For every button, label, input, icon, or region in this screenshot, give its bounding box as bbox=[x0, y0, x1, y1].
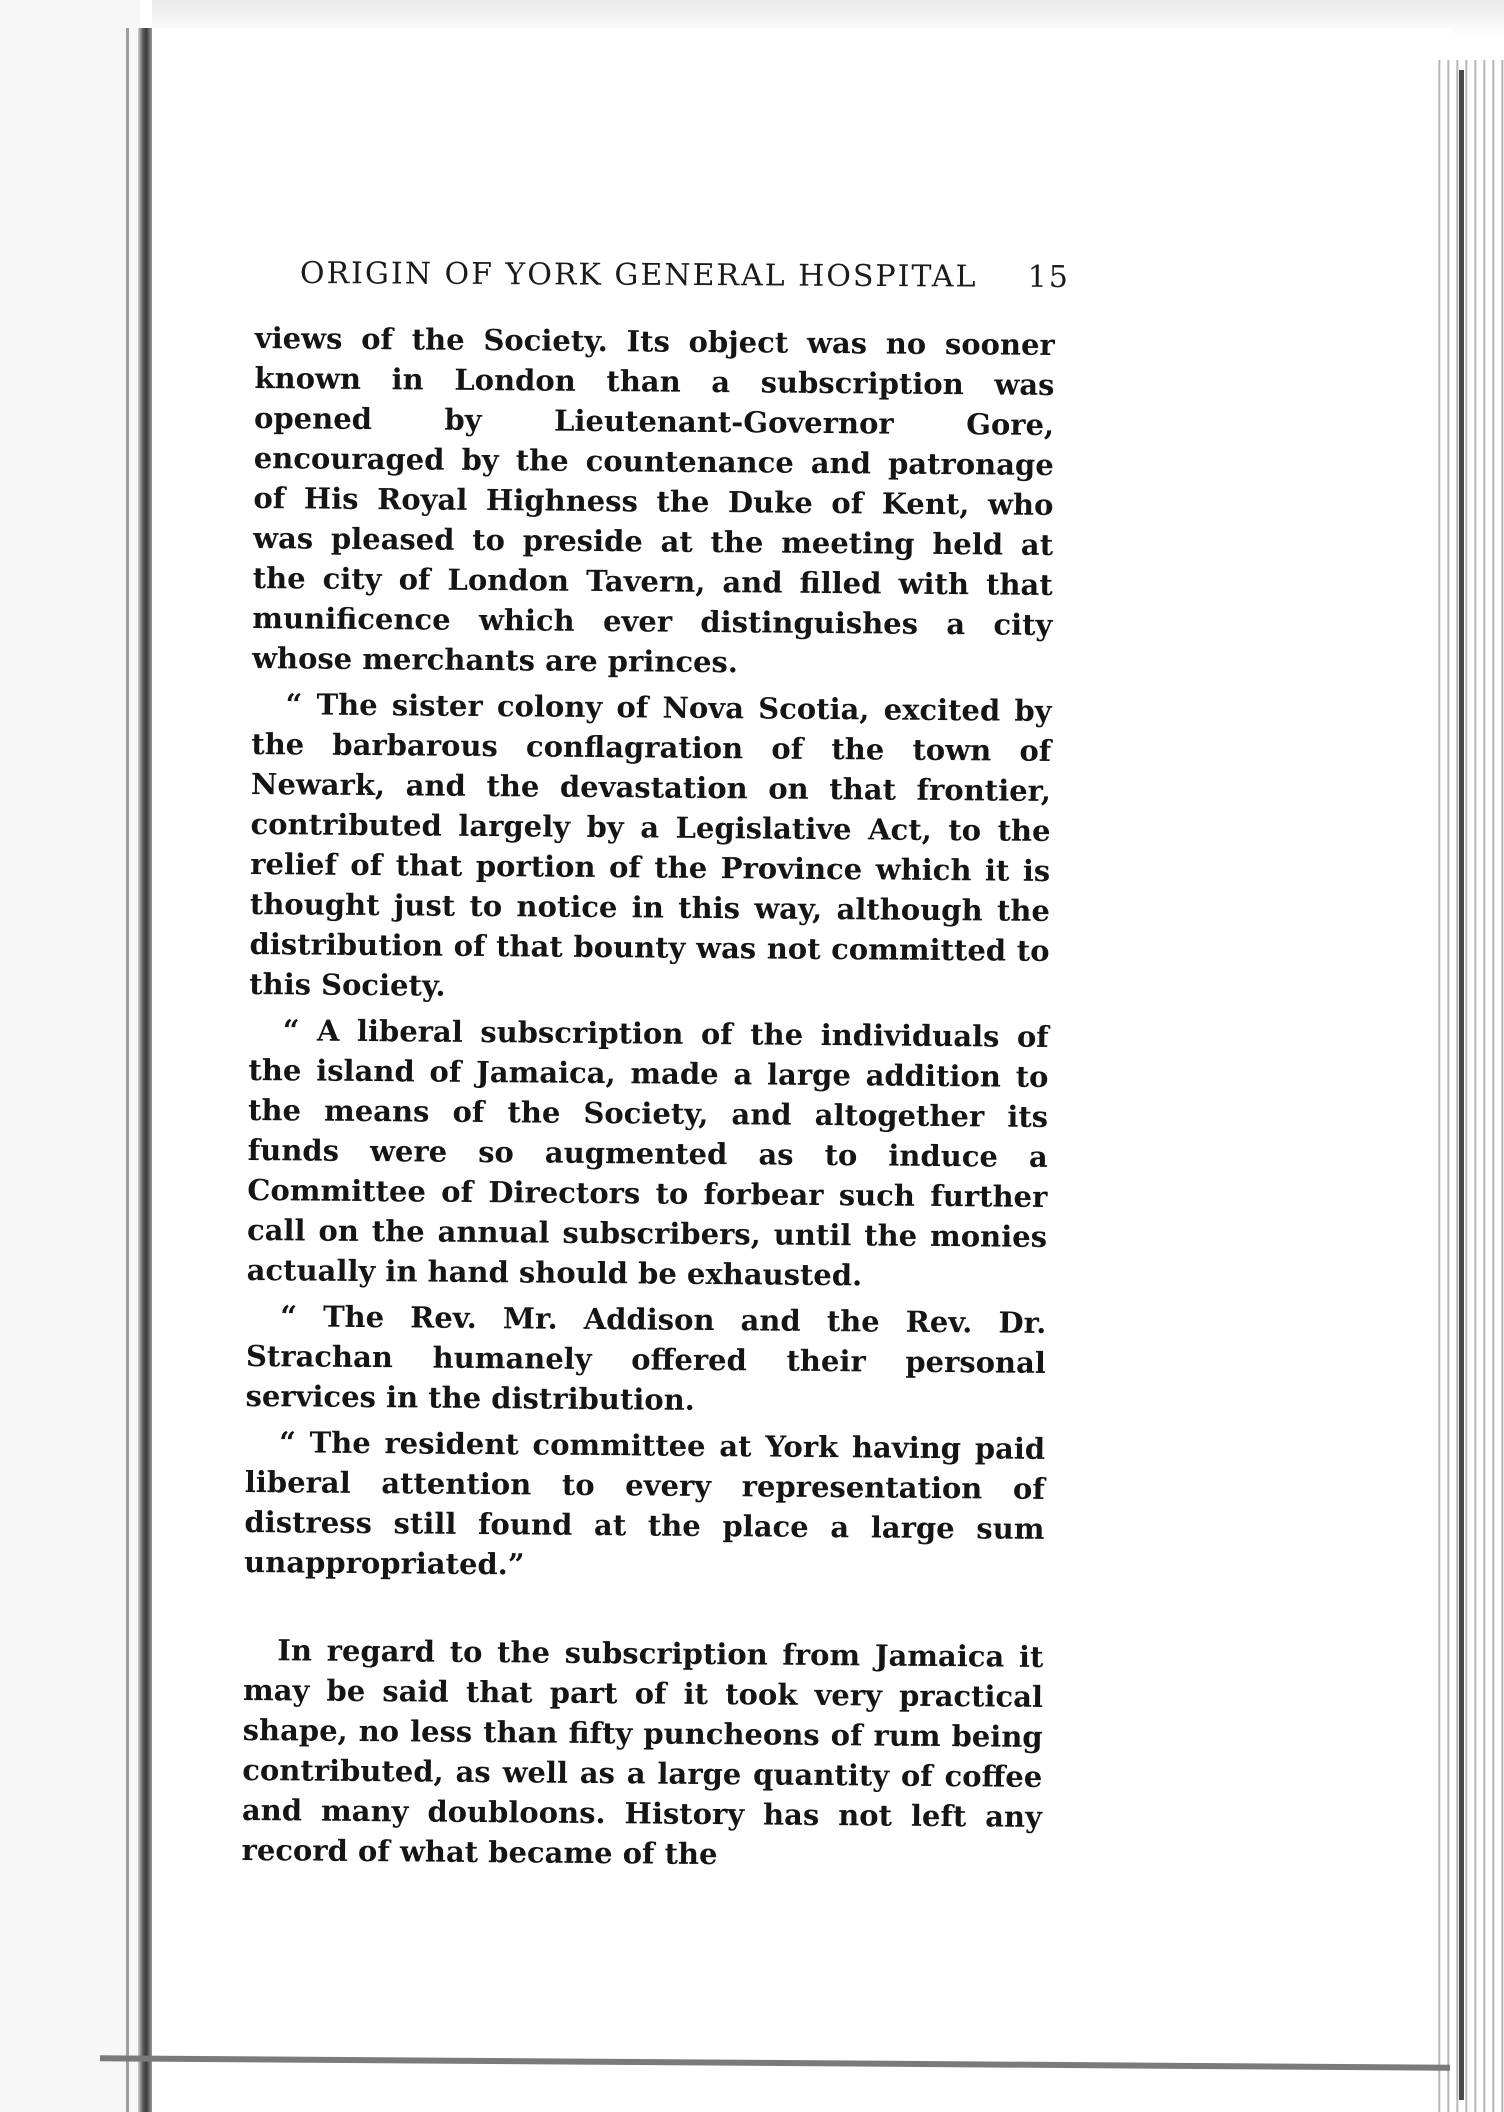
paragraph: In regard to the subscription from Jamaica it may be said that part of it took very practical shape, no less than fifty puncheons of rum being contributed, as well as a large quantity of coffee and many doubloons. History has not left any record of what became of the bbox=[241, 1633, 1044, 1872]
facing-page-edge bbox=[0, 0, 140, 2112]
paragraph: “ The sister colony of Nova Scotia, excited by the barbarous conflagration of the town of Newark, and the devastation on that frontier, contributed largely by a Legislative Act, to the relief of that portion of the Province which it is thought just to notice in this way, although the distribution of that bounty was not committed to this Society. bbox=[249, 687, 1052, 1003]
paragraph: “ A liberal subscription of the individuals of the island of Jamaica, made a large addition to the means of the Society, and altogether its funds were so augmented as to induce a Committee of Directors to forbear such further call on the annual subscribers, until the monies actually in hand should be exhausted. bbox=[246, 1013, 1049, 1293]
paragraph: “ The Rev. Mr. Addison and the Rev. Dr. Strachan humanely offered their personal services in the distribution. bbox=[245, 1299, 1047, 1417]
page-stack-shadow bbox=[1459, 70, 1464, 2100]
body-text bbox=[241, 318, 1055, 1883]
page-stack-edge bbox=[1432, 60, 1504, 2112]
paragraph: “ The resident committee at York having paid liberal attention to every representation of distress still found at the place a large sum unappropriated.” bbox=[243, 1425, 1046, 1582]
running-head-title: ORIGIN OF YORK GENERAL HOSPITAL bbox=[299, 256, 978, 295]
running-head bbox=[300, 256, 1070, 295]
paragraph: views of the Society. Its object was no sooner known in London than a subscription was opened by Lieutenant-Governor Gore, encouraged by the countenance and patronage of His Royal Highness the Duke of Kent, who was pleased to preside at the meeting held at the city of London Tavern, and filled with that munificence which ever distinguishes a city whose merchants are princes. bbox=[251, 320, 1055, 680]
book-gutter-thin bbox=[126, 28, 129, 2112]
page-number: 15 bbox=[1027, 259, 1070, 296]
book-gutter bbox=[138, 28, 152, 2112]
